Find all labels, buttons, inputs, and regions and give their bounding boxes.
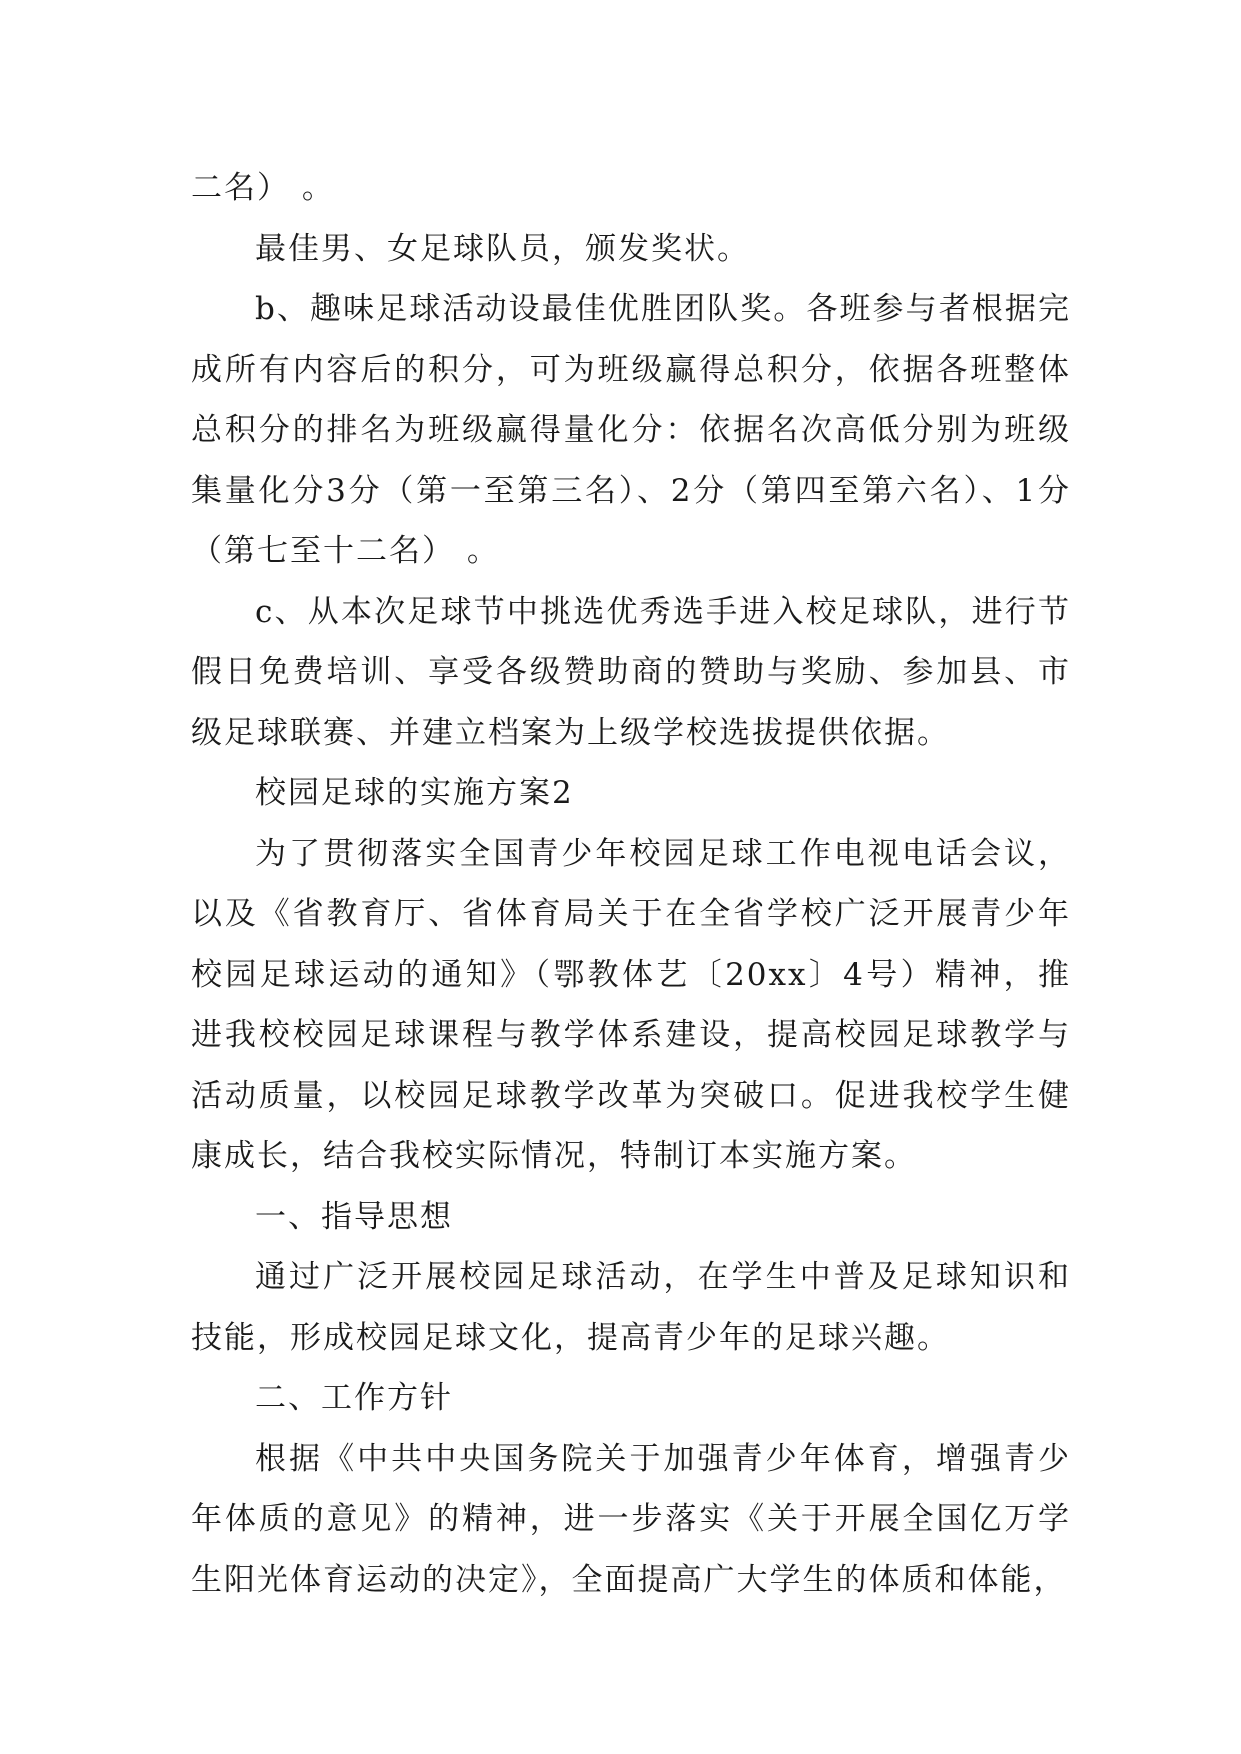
section-title: 校园足球的实施方案2 xyxy=(255,775,574,811)
paragraph: 通过广泛开展校园足球活动，在学生中普及足球知识和技能，形成校园足球文化，提高青少年的足球兴趣。 xyxy=(191,1259,1071,1356)
paragraph: c、从本次足球节中挑选优秀选手进入校足球队，进行节假日免费培训、享受各级赞助商的赞助与奖励、参加县、市级足球联赛、并建立档案为上级学校选拔提供依据。 xyxy=(191,593,1071,751)
paragraph: 二名） 。 xyxy=(191,170,335,206)
paragraph: 为了贯彻落实全国青少年校园足球工作电视电话会议，以及《省教育厅、省体育局关于在全省学校广泛开展青少年校园足球运动的通知》（鄂教体艺〔20xx〕4号）精神，推进我校校园足球课程与教学体系建设，提高校园足球教学与活动质量，以校园足球教学改革为突破口。促进我校学生健康成长，结合我校实际情况，特制订本实施方案。 xyxy=(191,835,1071,1174)
section-heading: 一、指导思想 xyxy=(255,1198,453,1235)
paragraph: 根据《中共中央国务院关于加强青少年体育，增强青少年体质的意见》的精神，进一步落实《关于开展全国亿万学生阳光体育运动的决定》，全面提高广大学生的体质和体能， xyxy=(191,1440,1071,1598)
document-body xyxy=(191,158,1071,1610)
paragraph: 最佳男、女足球队员，颁发奖状。 xyxy=(255,230,750,267)
section-heading: 二、工作方针 xyxy=(255,1380,453,1416)
paragraph: b、趣味足球活动设最佳优胜团队奖。各班参与者根据完成所有内容后的积分，可为班级赢得总积分，依据各班整体总积分的排名为班级赢得量化分：依据名次高低分别为班级集量化分3分（第一至第三名）、2分（第四至第六名）、1分（第七至十二名） 。 xyxy=(191,291,1071,569)
